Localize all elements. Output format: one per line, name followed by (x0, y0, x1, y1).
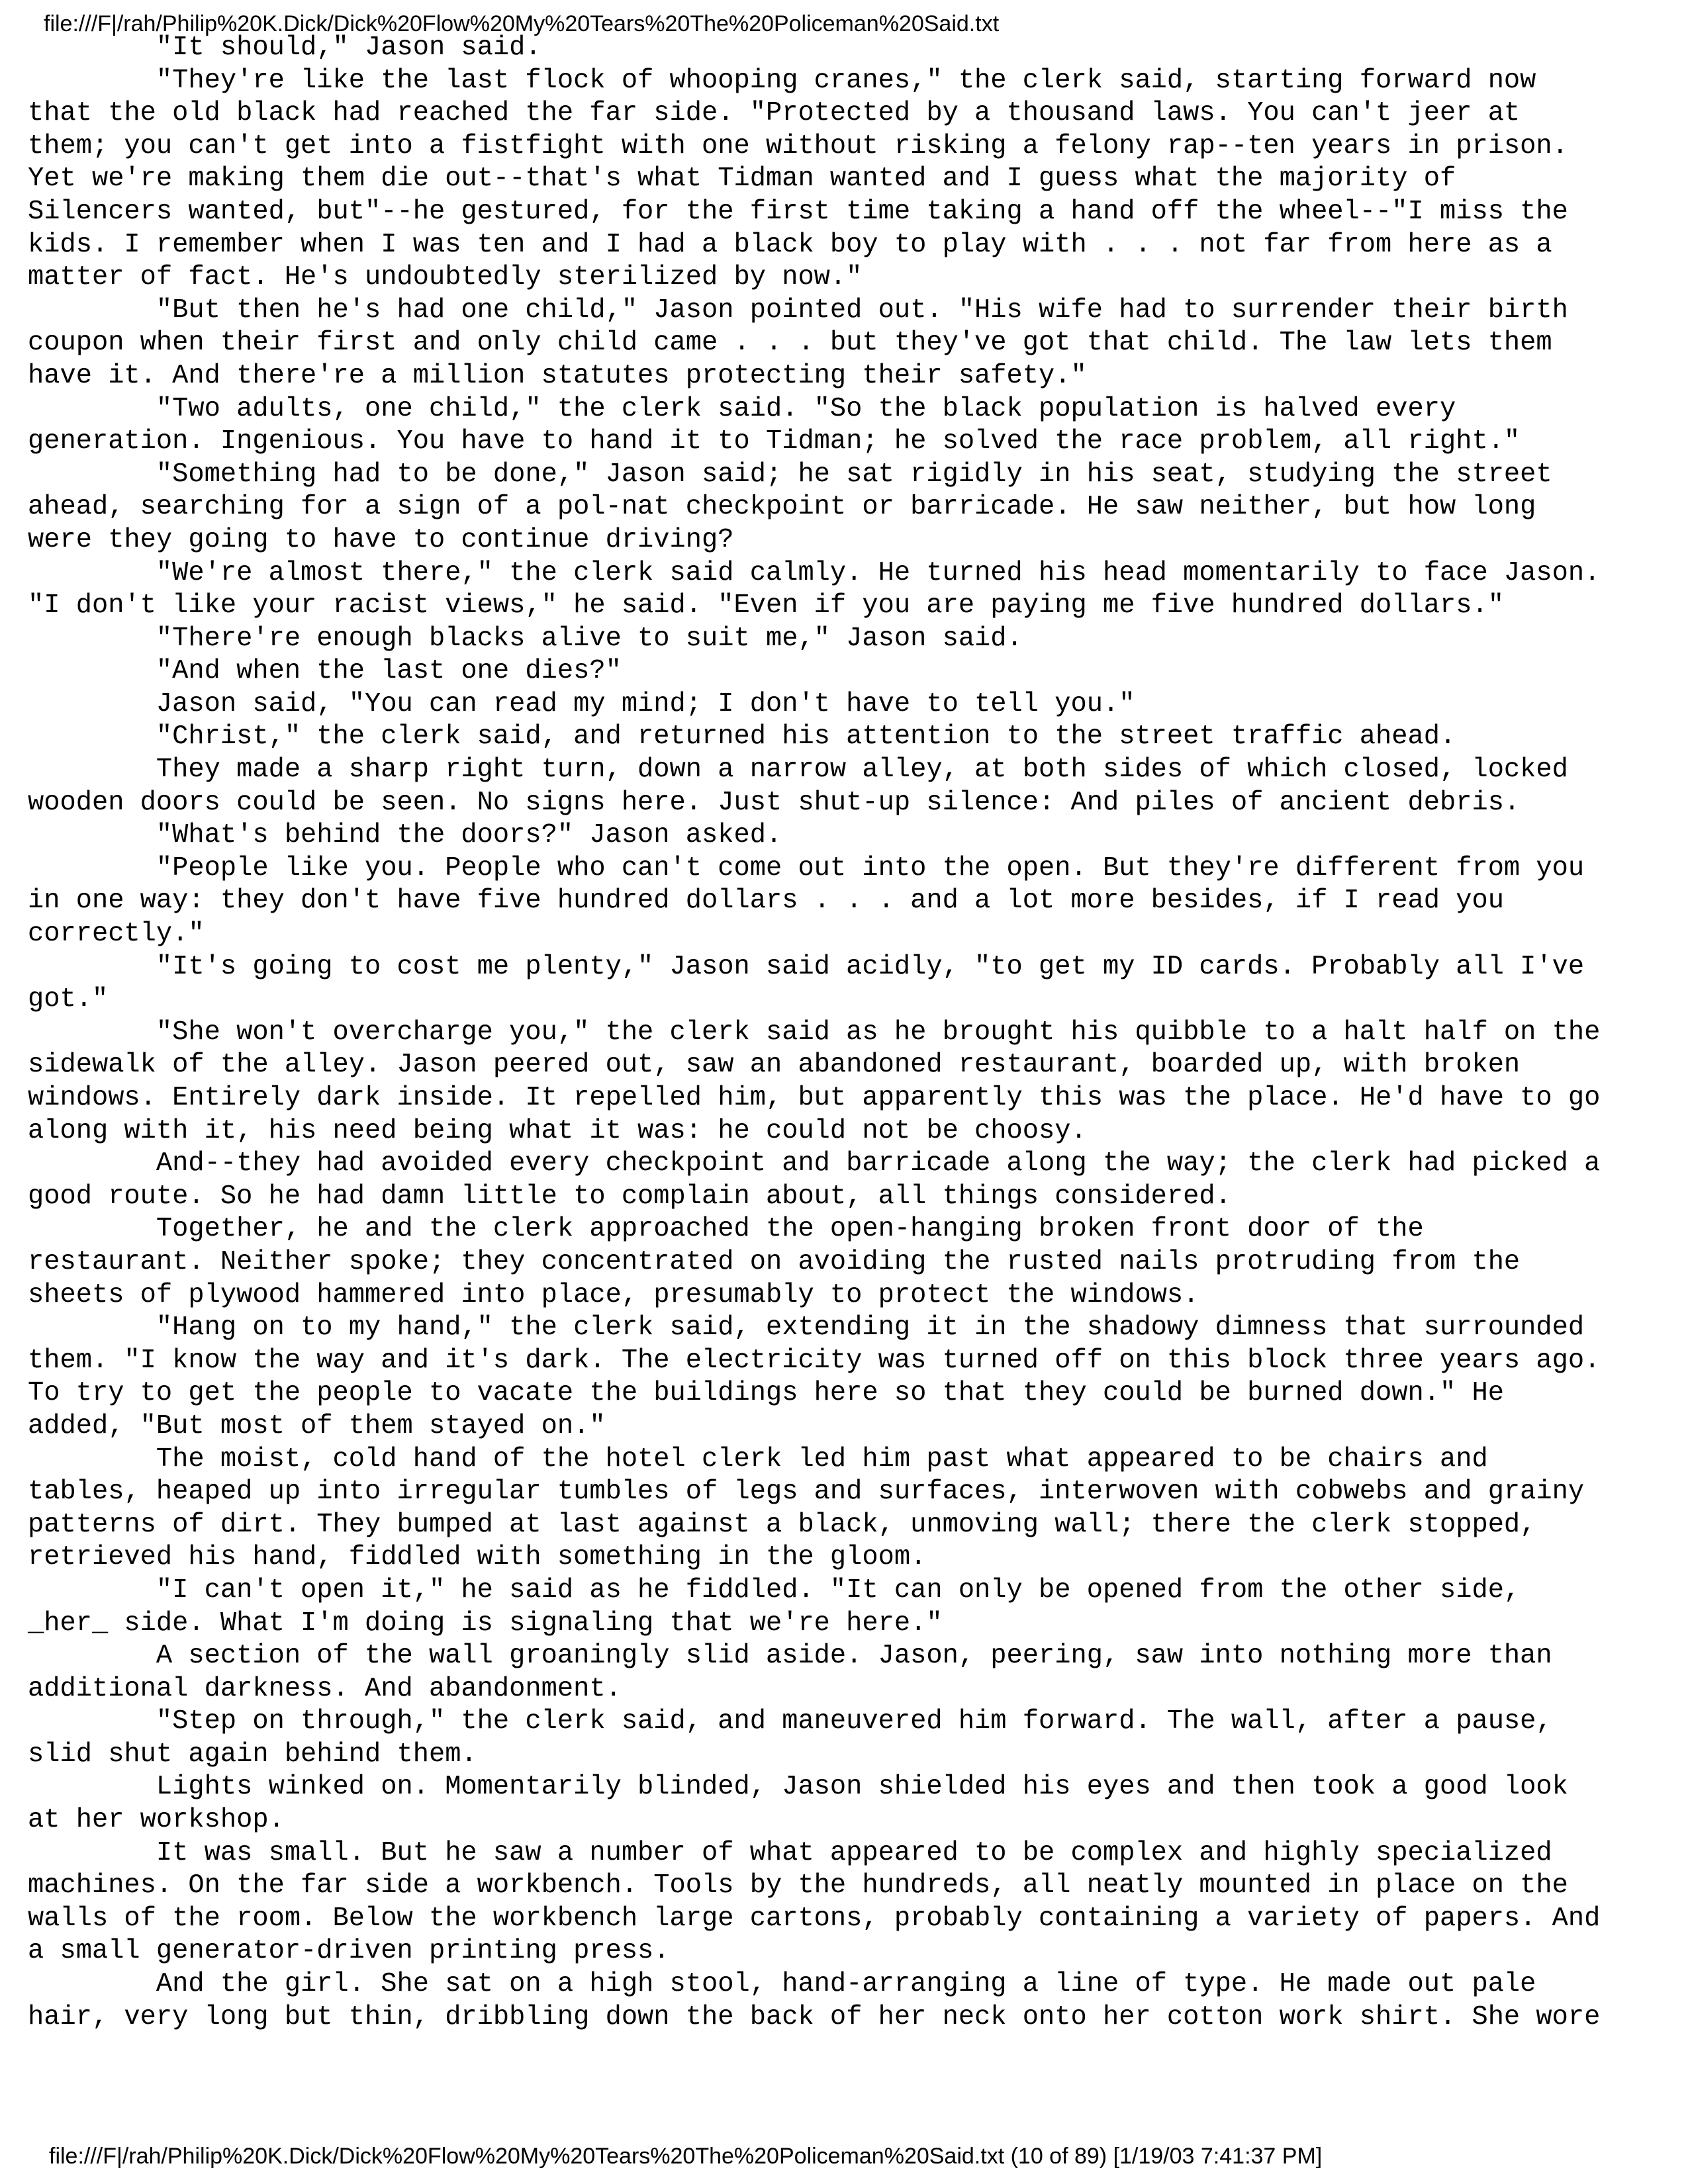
text-line: machines. On the far side a workbench. Tools by the hundreds, all neatly mounted in place on the (28, 1870, 1568, 1901)
text-line: Together, he and the clerk approached the open-hanging broken front door of the (28, 1214, 1424, 1245)
text-line: got." (28, 984, 109, 1015)
text-line: And--they had avoided every checkpoint and barricade along the way; the clerk had picked a (28, 1148, 1601, 1179)
text-line: Yet we're making them die out--that's what Tidman wanted and I guess what the majority of (28, 163, 1456, 195)
text-line: have it. And there're a million statutes protecting their safety." (28, 360, 1087, 391)
text-line: "It's going to cost me plenty," Jason said acidly, "to get my ID cards. Probably all I've (28, 951, 1585, 982)
text-line: To try to get the people to vacate the buildings here so that they could be burned down." He (28, 1378, 1504, 1409)
text-line: walls of the room. Below the workbench large cartons, probably containing a variety of papers. And (28, 1903, 1601, 1934)
text-line: were they going to have to continue driving? (28, 524, 734, 555)
text-line: sidewalk of the alley. Jason peered out, saw an abandoned restaurant, boarded up, with broken (28, 1050, 1521, 1081)
text-line: generation. Ingenious. You have to hand it to Tidman; he solved the race problem, all right." (28, 426, 1521, 457)
text-line: that the old black had reached the far side. "Protected by a thousand laws. You can't jeer at (28, 98, 1521, 129)
text-line: a small generator-driven printing press. (28, 1936, 670, 1967)
text-line: "But then he's had one child," Jason pointed out. "His wife had to surrender their birth (28, 295, 1568, 326)
text-line: coupon when their first and only child came . . . but they've got that child. The law lets them (28, 328, 1552, 359)
text-line: And the girl. She sat on a high stool, hand-arranging a line of type. He made out pale (28, 1969, 1536, 2000)
text-line: restaurant. Neither spoke; they concentrated on avoiding the rusted nails protruding from the (28, 1246, 1521, 1277)
text-line: in one way: they don't have five hundred dollars . . . and a lot more besides, if I read you (28, 886, 1504, 917)
text-line: It was small. But he saw a number of what appeared to be complex and highly specialized (28, 1837, 1552, 1868)
text-line: "They're like the last flock of whooping cranes," the clerk said, starting forward now (28, 65, 1536, 96)
text-line: Lights winked on. Momentarily blinded, Jason shielded his eyes and then took a good look (28, 1772, 1568, 1803)
text-line: A section of the wall groaningly slid aside. Jason, peering, saw into nothing more than (28, 1641, 1552, 1672)
text-line: tables, heaped up into irregular tumbles of legs and surfaces, interwoven with cobwebs and grainy (28, 1477, 1585, 1508)
text-line: them. "I know the way and it's dark. The electricity was turned off on this block three years ago. (28, 1345, 1601, 1376)
text-line: "We're almost there," the clerk said calmly. He turned his head momentarily to face Jason. (28, 557, 1601, 588)
text-line: windows. Entirely dark inside. It repelled him, but apparently this was the place. He'd have to go (28, 1083, 1601, 1113)
text-line: patterns of dirt. They bumped at last against a black, unmoving wall; there the clerk stopped, (28, 1509, 1536, 1540)
text-line: _her_ side. What I'm doing is signaling that we're here." (28, 1608, 943, 1639)
text-line: "Christ," the clerk said, and returned his attention to the street traffic ahead. (28, 721, 1456, 752)
text-line: "I can't open it," he said as he fiddled. "It can only be opened from the other side, (28, 1574, 1521, 1606)
text-line: Jason said, "You can read my mind; I don't have to tell you." (28, 688, 1135, 719)
header-file-path: file:///F|/rah/Philip%20K.Dick/Dick%20Flow%20My%20Tears%20The%20Policeman%20Said.txt (44, 11, 1000, 36)
text-line: "Two adults, one child," the clerk said. "So the black population is halved every (28, 393, 1456, 424)
text-line: "What's behind the doors?" Jason asked. (28, 820, 782, 851)
text-line: slid shut again behind them. (28, 1739, 477, 1770)
text-line: additional darkness. And abandonment. (28, 1673, 622, 1704)
text-line: "People like you. People who can't come out into the open. But they're different from you (28, 852, 1585, 884)
text-line: "Something had to be done," Jason said; he sat rigidly in his seat, studying the street (28, 459, 1552, 490)
text-line: retrieved his hand, fiddled with something in the gloom. (28, 1542, 927, 1573)
text-line: kids. I remember when I was ten and I had a black boy to play with . . . not far from here as a (28, 229, 1552, 260)
text-line: "Hang on to my hand," the clerk said, extending it in the shadowy dimness that surrounded (28, 1312, 1585, 1343)
text-line: them; you can't get into a fistfight with one without risking a felony rap--ten years in prison. (28, 130, 1568, 161)
text-line: "It should," Jason said. (28, 32, 541, 63)
text-line: "I don't like your racist views," he said. "Even if you are paying me five hundred dollars." (28, 590, 1504, 621)
text-line: good route. So he had damn little to complain about, all things considered. (28, 1181, 1231, 1212)
text-line: ahead, searching for a sign of a pol-nat checkpoint or barricade. He saw neither, but how long (28, 492, 1536, 523)
text-line: "Step on through," the clerk said, and maneuvered him forward. The wall, after a pause, (28, 1706, 1552, 1737)
text-line: added, "But most of them stayed on." (28, 1410, 606, 1441)
text-line: They made a sharp right turn, down a narrow alley, at both sides of which closed, locked (28, 754, 1568, 786)
text-line: wooden doors could be seen. No signs here. Just shut-up silence: And piles of ancient debris. (28, 787, 1521, 818)
text-line: hair, very long but thin, dribbling down the back of her neck onto her cotton work shirt. She wore (28, 2001, 1601, 2032)
text-line: correctly." (28, 919, 205, 950)
document-body-text (28, 32, 1600, 2034)
text-line: Silencers wanted, but"--he gestured, for the first time taking a hand off the wheel--"I miss the (28, 196, 1568, 227)
text-line: "And when the last one dies?" (28, 656, 622, 687)
footer-page-info: file:///F|/rah/Philip%20K.Dick/Dick%20Flow%20My%20Tears%20The%20Policeman%20Said.txt (10 of 89) [1/19/03 7:41:37 PM] (49, 2144, 1323, 2169)
text-line: "She won't overcharge you," the clerk said as he brought his quibble to a halt half on the (28, 1017, 1601, 1048)
text-line: The moist, cold hand of the hotel clerk led him past what appeared to be chairs and (28, 1443, 1488, 1475)
text-line: "There're enough blacks alive to suit me," Jason said. (28, 623, 1023, 654)
text-line: sheets of plywood hammered into place, presumably to protect the windows. (28, 1279, 1199, 1310)
text-line: at her workshop. (28, 1805, 285, 1836)
text-line: matter of fact. He's undoubtedly sterilized by now." (28, 262, 863, 293)
text-line: along with it, his need being what it was: he could not be choosy. (28, 1115, 1087, 1146)
